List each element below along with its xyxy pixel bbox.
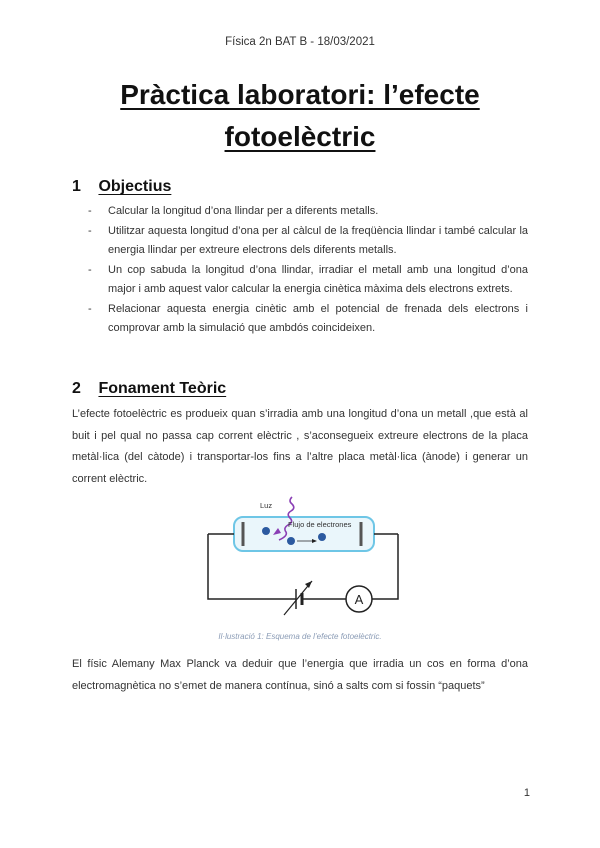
circuit-wire-right xyxy=(372,534,398,599)
photoelectric-diagram xyxy=(198,495,408,625)
electron xyxy=(318,533,326,541)
list-item xyxy=(88,300,528,339)
section-heading-fonament-teoric xyxy=(72,380,226,398)
figure-caption: Il·lustració 1: Esquema de l’efecte fotoelèctric. xyxy=(218,632,382,641)
theory-paragraph-1: L’efecte fotoelèctric es produeix quan s’irradia amb una longitud d’ona un metall ,que està al buit i pel qual no passa cap corrent elèctric , s’aconsegueix extreure electrons de la placa metàl·lica (del càtode) i transportar-los fins a l’altre placa metàl·lica (ànode) i generar un corrent elèctric. xyxy=(72,408,528,485)
theory-paragraph-2: El físic Alemany Max Planck va deduir que l’energia que irradia un cos en forma d’ona electromagnètica no s’emet de manera contínua, sinó a salts com si fossin “paquets” xyxy=(72,658,528,692)
bullet-dash: - xyxy=(88,302,92,315)
ammeter-label: A xyxy=(354,592,364,607)
electron-flow-label: Flujo de electrones xyxy=(288,520,352,529)
electron xyxy=(262,527,270,535)
bullet-dash: - xyxy=(88,224,92,237)
list-item xyxy=(88,202,528,222)
diagram-svg xyxy=(198,495,408,625)
section-title: Objectius xyxy=(98,178,172,195)
section-heading-objectius xyxy=(72,178,171,196)
title-line-2: fotoelèctric xyxy=(224,121,376,152)
bullet-dash: - xyxy=(88,205,92,217)
section-number: 2 xyxy=(72,380,81,397)
section-number: 1 xyxy=(72,178,81,195)
variable-arrow-head xyxy=(305,581,312,588)
objectives-list xyxy=(88,202,528,339)
light-label: Luz xyxy=(260,501,273,510)
list-item-text: Relacionar aquesta energia cinètic amb el potencial de frenada dels electrons i comprovar amb la simulació que ambdós coincideixen. xyxy=(108,302,528,334)
document-title xyxy=(70,74,530,158)
list-item xyxy=(88,261,528,300)
list-item-text: Calcular la longitud d’ona llindar per a diferents metalls. xyxy=(108,205,379,217)
list-item-text: Utilitzar aquesta longitud d’ona per al càlcul de la freqüència llindar i també calcular la energia llindar per extreure electrons dels diferents metalls. xyxy=(108,224,528,256)
list-item xyxy=(88,222,528,261)
list-item-text: Un cop sabuda la longitud d’ona llindar, irradiar el metall amb una longitud d’ona major i amb aquest valor calcular la energia cinètica màxima dels electrons extrets. xyxy=(108,263,528,295)
electron xyxy=(287,537,295,545)
bullet-dash: - xyxy=(88,263,92,276)
title-line-1: Pràctica laboratori: l’efecte xyxy=(120,79,480,110)
page-number: 1 xyxy=(523,787,530,799)
section-title: Fonament Teòric xyxy=(98,380,227,397)
page-header: Física 2n BAT B - 18/03/2021 xyxy=(225,36,375,48)
